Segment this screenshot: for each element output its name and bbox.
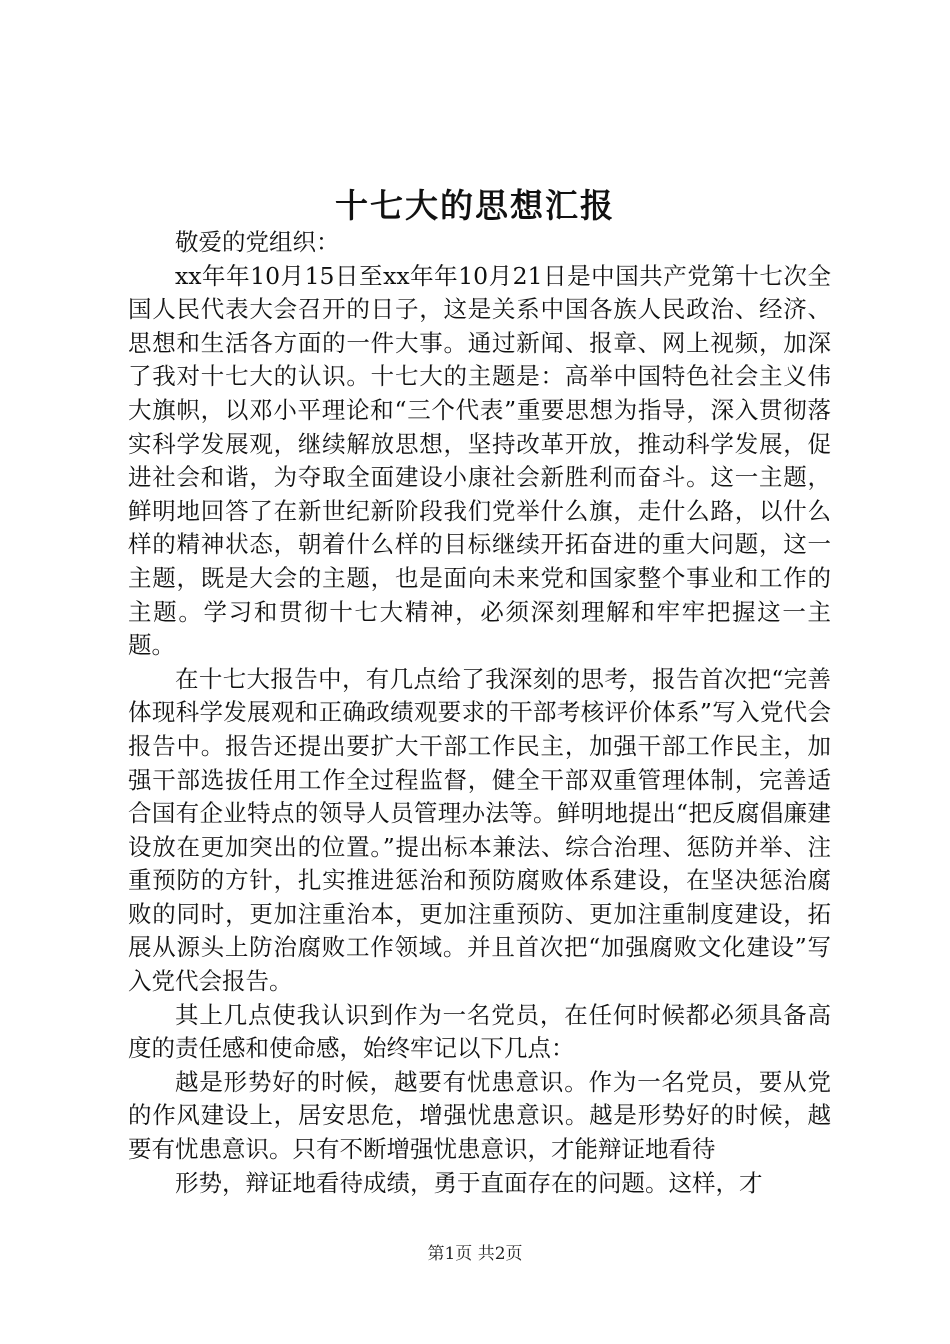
document-title: 十七大的思想汇报 [335, 186, 615, 225]
document-body [128, 226, 831, 1200]
paragraph-1: xx年年10月15日至xx年年10月21日是中国共产党第十七次全国人民代表大会召开的日子，这是关系中国各族人民政治、经济、思想和生活各方面的一件大事。通过新闻、报章、网上视频，加深了我对十七大的认识。十七大的主题是：高举中国特色社会主义伟大旗帜，以邓小平理论和“三个代表”重要思想为指导，深入贯彻落实科学发展观，继续解放思想，坚持改革开放，推动科学发展，促进社会和谐，为夺取全面建设小康社会新胜利而奋斗。这一主题，鲜明地回答了在新世纪新阶段我们党举什么旗，走什么路，以什么样的精神状态，朝着什么样的目标继续开拓奋进的重大问题，这一主题，既是大会的主题，也是面向未来党和国家整个事业和工作的主题。学习和贯彻十七大精神，必须深刻理解和牢牢把握这一主题。 [128, 261, 831, 660]
paragraph-4: 越是形势好的时候，越要有忧患意识。作为一名党员，要从党的作风建设上，居安思危，增强忧患意识。越是形势好的时候，越要有忧患意识。只有不断增强忧患意识，才能辩证地看待 [128, 1067, 831, 1164]
paragraph-3: 其上几点使我认识到作为一名党员，在任何时候都必须具备高度的责任感和使命感，始终牢记以下几点： [128, 1000, 831, 1063]
paragraph-5: 形势，辩证地看待成绩，勇于直面存在的问题。这样，才 [175, 1168, 763, 1197]
salutation: 敬爱的党组织： [175, 228, 340, 256]
page-footer: 第1页 共2页 [427, 1244, 523, 1264]
paragraph-2: 在十七大报告中，有几点给了我深刻的思考，报告首次把“完善体现科学发展观和正确政绩观要求的干部考核评价体系”写入党代会报告中。报告还提出要扩大干部工作民主，加强干部工作民主，加强干部选拔任用工作全过程监督，健全干部双重管理体制，完善适合国有企业特点的领导人员管理办法等。鲜明地提出“把反腐倡廉建设放在更加突出的位置。”提出标本兼法、综合治理、惩防并举、注重预防的方针，扎实推进惩治和预防腐败体系建设，在坚决惩治腐败的同时，更加注重治本，更加注重预防、更加注重制度建设，拓展从源头上防治腐败工作领域。并且首次把“加强腐败文化建设”写入党代会报告。 [128, 664, 831, 996]
